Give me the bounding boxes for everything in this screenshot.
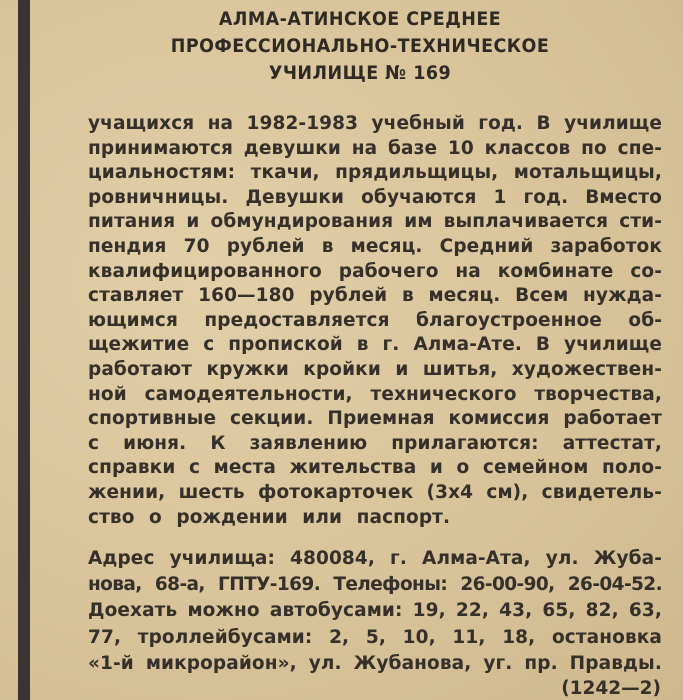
- article-title: [139, 6, 581, 87]
- text-line: принимаются девушки на базе 10 классов по спе-: [88, 137, 662, 159]
- text-line: ровничницы. Девушки обучаются 1 год. Вместо: [88, 186, 662, 208]
- text-line: ной самодеятельности, технического творчества,: [88, 383, 662, 405]
- text-line: Доехать можно автобусами: 19, 22, 43, 65, 82, 63,: [88, 600, 662, 622]
- text-line: работают кружки кройки и шитья, художествен-: [88, 358, 662, 380]
- column-rule: [18, 0, 30, 700]
- text-line: спортивные секции. Приемная комиссия работает: [88, 408, 662, 430]
- text-line: Адрес училища: 480084, г. Алма-Ата, ул. Жуба-: [88, 548, 662, 569]
- text-line: питания и обмундирования им выплачивается сти-: [88, 211, 662, 233]
- text-line: ство о рождении или паспорт.: [88, 506, 451, 528]
- title-line: УЧИЛИЩЕ № 169: [268, 62, 452, 84]
- ad-code: (1242—2): [561, 678, 661, 699]
- text-line: ставляет 160—180 рублей в месяц. Всем нужда-: [88, 285, 662, 307]
- text-line: щежитие с пропиской в г. Алма-Ате. В училище: [88, 334, 662, 356]
- text-line: учащихся на 1982-1983 учебный год. В училище: [88, 113, 662, 134]
- title-line: ПРОФЕССИОНАЛЬНО-ТЕХНИЧЕСКОЕ: [170, 35, 550, 57]
- article-body: [88, 112, 662, 530]
- text-line: ющимся предоставляется благоустроенное об-: [88, 309, 662, 331]
- text-line: циальностям: ткачи, прядильщицы, мотальщицы,: [88, 162, 662, 184]
- title-line: АЛМА-АТИНСКОЕ СРЕДНЕЕ: [218, 8, 502, 30]
- text-line: квалифицированного рабочего на комбинате со-: [88, 260, 662, 282]
- address-paragraph: [88, 546, 662, 677]
- text-line: справки с места жительства и о семейном поло-: [88, 457, 662, 479]
- text-line: нова, 68-а, ГПТУ-169. Телефоны: 26-00-90, 26-04-52.: [88, 574, 662, 596]
- text-line: «1-й микрорайон», ул. Жубанова, уг. пр. Правды.: [88, 652, 662, 674]
- text-line: 77, троллейбусами: 2, 5, 10, 11, 18, остановка: [88, 626, 662, 648]
- text-line: пендия 70 рублей в месяц. Средний заработок: [88, 235, 662, 257]
- text-line: с июня. К заявлению прилагаются: аттестат,: [88, 432, 662, 454]
- text-line: жении, шесть фотокарточек (3x4 см), свидетель-: [88, 481, 662, 503]
